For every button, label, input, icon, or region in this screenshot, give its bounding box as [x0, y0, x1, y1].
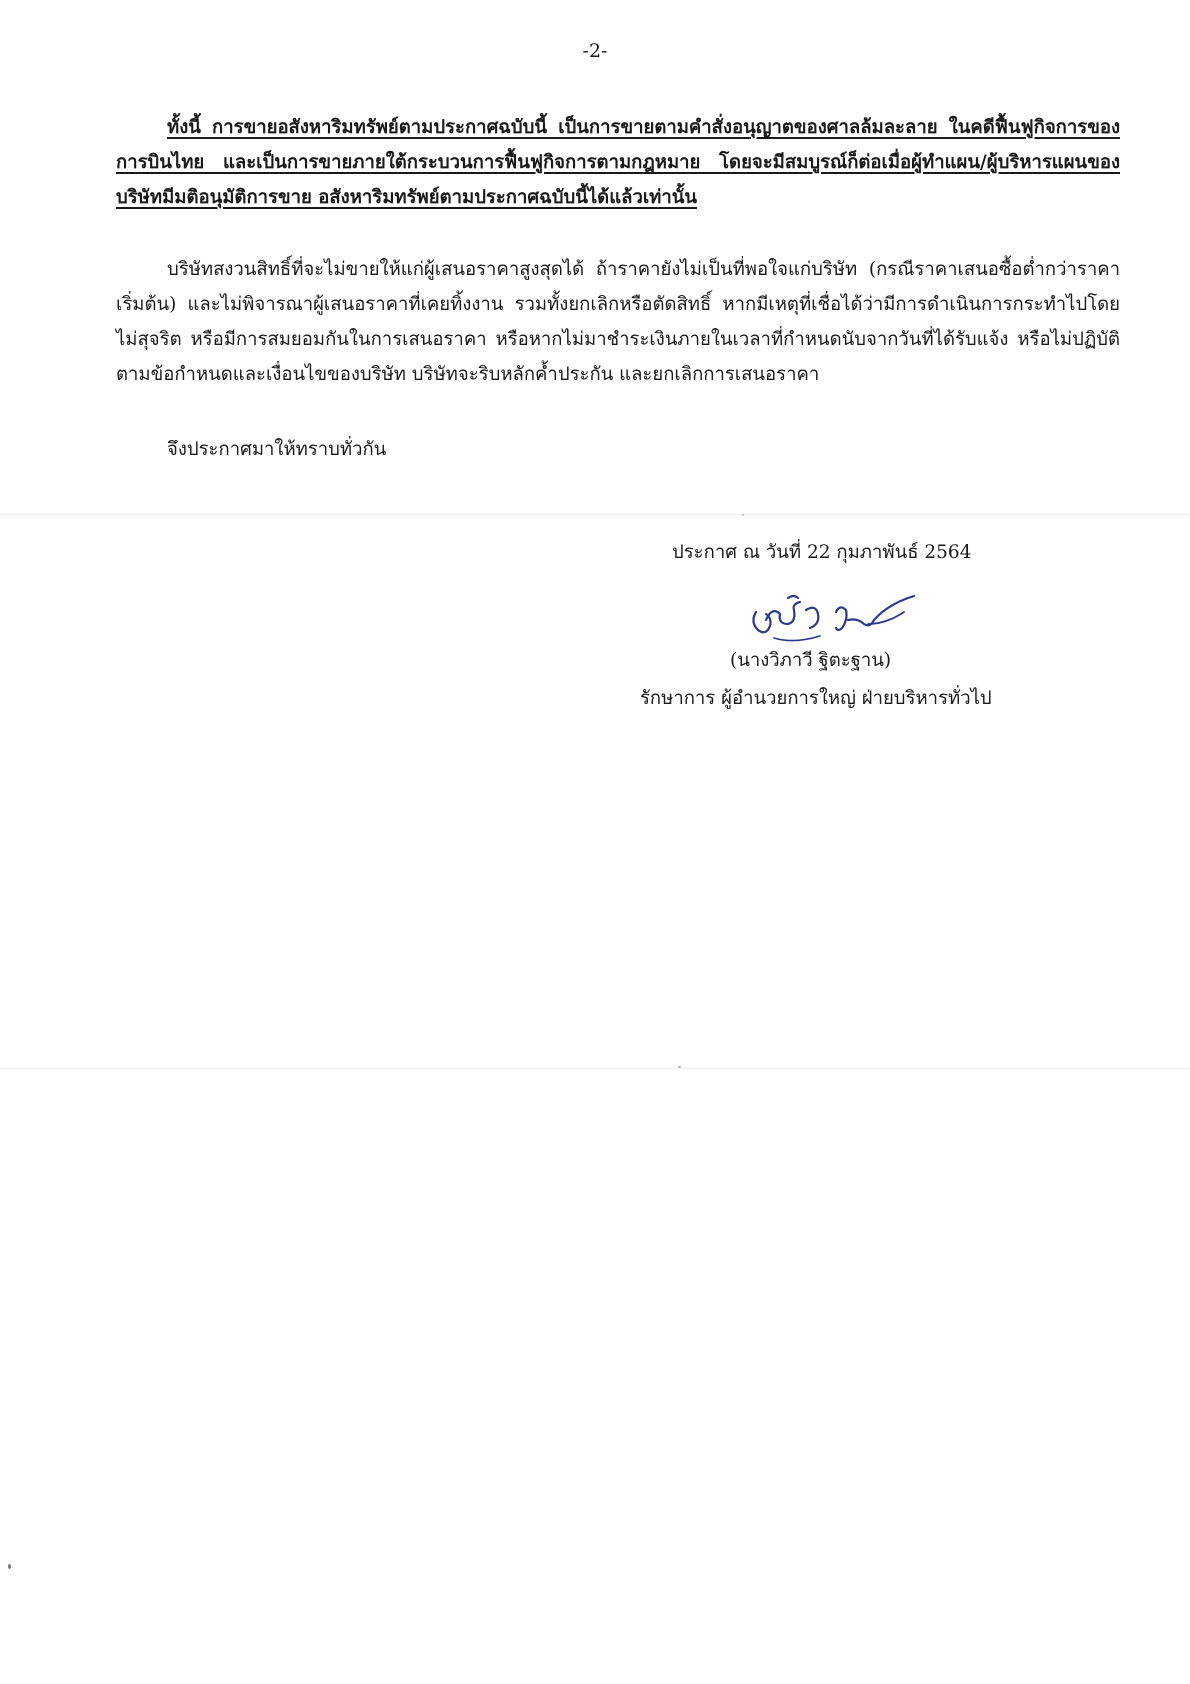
- paragraph-reservation-of-rights: [116, 252, 1120, 392]
- signer-title: รักษาการ ผู้อำนวยการใหญ่ ฝ่ายบริหารทั่วไป: [640, 688, 992, 709]
- paragraph-closing-text: จึงประกาศมาให้ทราบทั่วกัน: [167, 439, 387, 460]
- page-number: -2-: [582, 40, 608, 62]
- scan-speck: [678, 1066, 681, 1068]
- paragraph-conditions-text: ทั้งนี้ การขายอสังหาริมทรัพย์ตามประกาศฉบับนี้ เป็นการขายตามคำสั่งอนุญาตของศาลล้มละลาย ในคดีฟื้นฟูกิจการของการบินไทย และเป็นการขายภายใต้กระบวนการฟื้นฟูกิจการตามกฎหมาย โดยจะมีสมบูรณ์ก็ต่อเมื่อผู้ทำแผน/ผู้บริหารแผนของบริษัทมีมติอนุมัติการขาย อสังหาริมทรัพย์ตามประกาศฉบับนี้ได้แล้วเท่านั้น: [116, 117, 1120, 208]
- scan-line: [0, 1068, 1190, 1069]
- handwritten-signature: [744, 590, 924, 650]
- paragraph-reservation-text: บริษัทสงวนสิทธิ์ที่จะไม่ขายให้แก่ผู้เสนอราคาสูงสุดได้ ถ้าราคายังไม่เป็นที่พอใจแก่บริษัท (กรณีราคาเสนอซื้อต่ำกว่าราคาเริ่มต้น) และไม่พิจารณาผู้เสนอราคาที่เคยทิ้งงาน รวมทั้งยกเลิกหรือตัดสิทธิ์ หากมีเหตุที่เชื่อได้ว่ามีการดำเนินการกระทำไปโดยไม่สุจริต หรือมีการสมยอมกันในการเสนอราคา หรือหากไม่มาชำระเงินภายในเวลาที่กำหนดนับจากวันที่ได้รับแจ้ง หรือไม่ปฏิบัติตามข้อกำหนดและเงื่อนไขของบริษัท บริษัทจะริบหลักค้ำประกัน และยกเลิกการเสนอราคา: [116, 259, 1120, 385]
- announcement-date: ประกาศ ณ วันที่ 22 กุมภาพันธ์ 2564: [672, 542, 972, 563]
- scan-speck: [8, 1564, 11, 1569]
- scan-line: [0, 514, 1190, 515]
- paragraph-closing: [116, 432, 1120, 467]
- paragraph-conditions: [116, 110, 1120, 215]
- scan-speck: [742, 514, 744, 516]
- signer-name: (นางวิภาวี ฐิตะฐาน): [730, 650, 892, 671]
